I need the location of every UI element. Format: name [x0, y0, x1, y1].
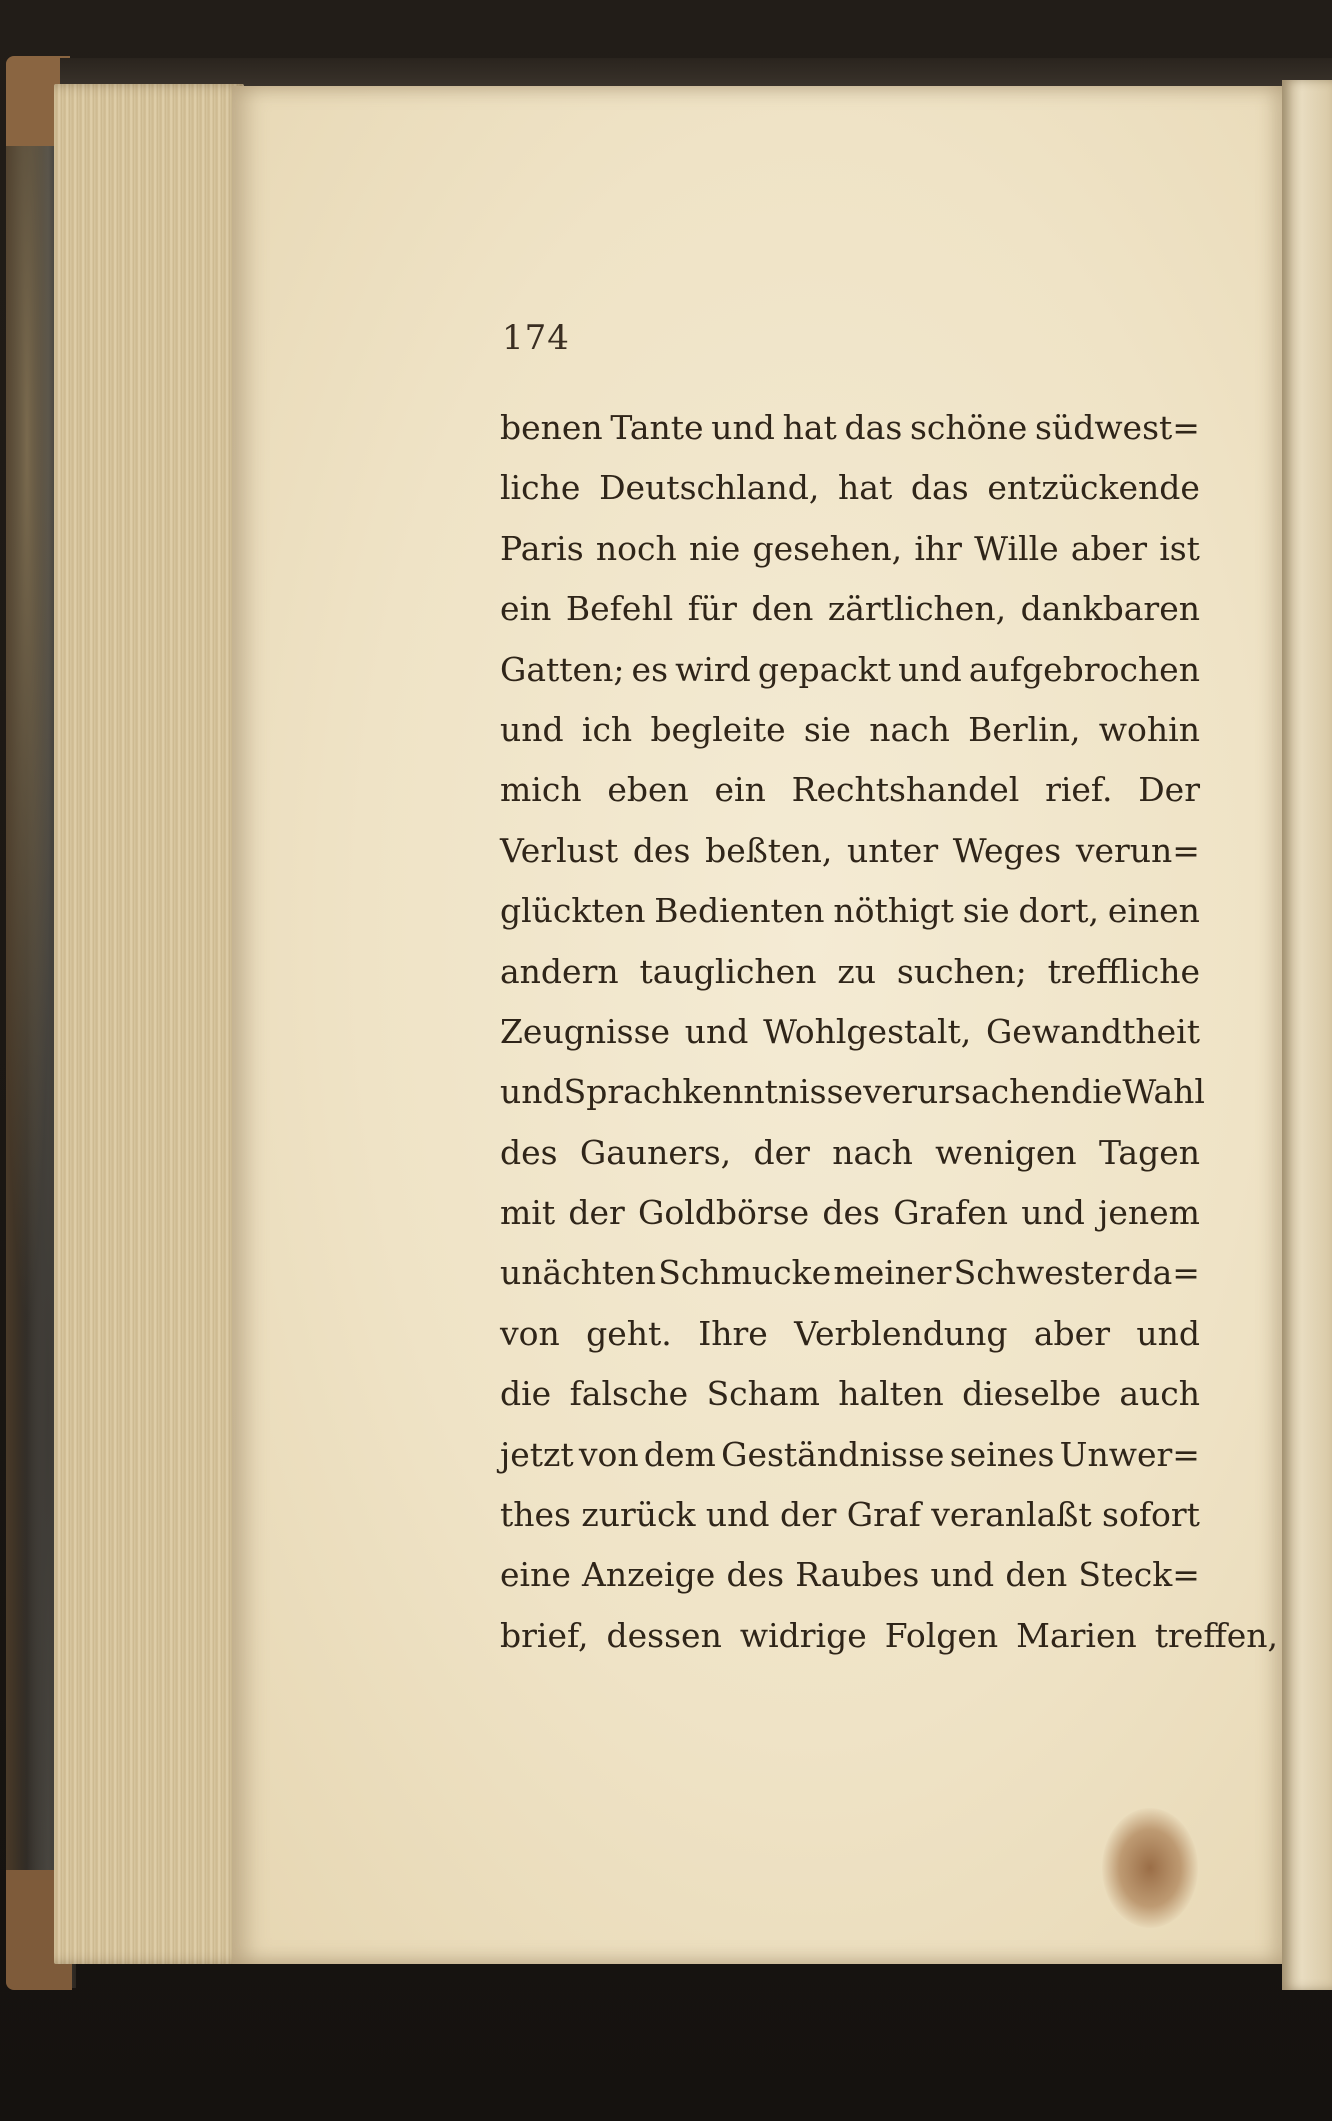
word: Marien [1016, 1615, 1137, 1655]
word: nach [832, 1132, 913, 1172]
text-line [500, 1243, 1200, 1303]
word: rief. [1045, 770, 1113, 810]
word: auch [1119, 1374, 1200, 1414]
word: Wohlgestalt, [763, 1011, 972, 1051]
word: liche [500, 468, 581, 508]
word: dessen [606, 1615, 722, 1655]
text-line [500, 760, 1200, 820]
text-line [500, 1183, 1200, 1243]
word: dankbaren [1020, 589, 1200, 629]
word: geht. [586, 1313, 672, 1353]
word: südwest= [1035, 408, 1200, 447]
text-line [500, 1485, 1200, 1545]
word: aufgebrochen [968, 649, 1200, 689]
word: Befehl [565, 589, 674, 629]
word: thes [500, 1495, 571, 1535]
word: Wille [974, 528, 1059, 568]
word: Zeugnisse [500, 1011, 671, 1051]
word: sie [962, 891, 1010, 931]
text-line [500, 1425, 1200, 1485]
word: verursachen [863, 1072, 1072, 1112]
word: suchen; [896, 951, 1027, 991]
text-line [500, 1545, 1200, 1605]
text-line [500, 1123, 1200, 1183]
word: Schmucke [658, 1253, 832, 1293]
word: den [751, 589, 814, 629]
word: dem [643, 1434, 716, 1474]
word: es [631, 649, 669, 689]
word: unter [847, 830, 939, 870]
word: Paris [500, 528, 584, 568]
page-block-edges [54, 84, 244, 1964]
foxing-stain [1102, 1808, 1198, 1928]
word: des [632, 830, 691, 870]
word: des [500, 1132, 558, 1172]
text-line [500, 640, 1200, 700]
word: Unwer= [1059, 1434, 1200, 1474]
word: und [684, 1011, 749, 1051]
page-text [500, 398, 1279, 1666]
text-line [500, 398, 1200, 458]
word: für [687, 589, 737, 629]
word: nach [869, 709, 950, 749]
word: Folgen [884, 1615, 999, 1655]
word: und [930, 1555, 995, 1595]
word: da= [1131, 1253, 1200, 1293]
word: Wahl [1122, 1072, 1205, 1112]
word: die [500, 1374, 552, 1414]
word: zu [837, 951, 876, 991]
word: hat [838, 468, 893, 508]
word: das [910, 468, 969, 508]
word: jetzt [500, 1434, 574, 1474]
word: zärtlichen, [827, 589, 1007, 629]
word: ist [1159, 528, 1200, 568]
word: der [568, 1193, 625, 1233]
word: Steck= [1078, 1555, 1200, 1595]
word: Bedienten [654, 891, 825, 931]
word: Geständnisse [721, 1434, 945, 1474]
word: und [500, 1072, 564, 1112]
word: tauglichen [639, 951, 817, 991]
word: mich [500, 770, 582, 810]
text-line [500, 458, 1200, 518]
word: halten [838, 1374, 944, 1414]
word: Verlust [500, 830, 619, 870]
word: Verblendung [794, 1313, 1008, 1353]
word: Raubes [795, 1555, 920, 1595]
facing-page-edge [1282, 80, 1332, 1990]
word: Ihre [698, 1313, 768, 1353]
word: meiner [833, 1253, 952, 1293]
text-line [500, 1062, 1205, 1122]
word: begleite [650, 709, 786, 749]
word: ihr [914, 528, 962, 568]
word: widrige [739, 1615, 867, 1655]
text-line [500, 1606, 1279, 1666]
word: treffen, [1154, 1615, 1279, 1655]
word: und [500, 709, 564, 749]
word: Graf [846, 1495, 921, 1535]
word: der [779, 1495, 837, 1535]
word: aber [1033, 1313, 1110, 1353]
word: wird [675, 649, 751, 689]
word: dieselbe [962, 1374, 1101, 1414]
word: Scham [706, 1374, 820, 1414]
word: Deutschland, [599, 468, 820, 508]
word: und [1021, 1193, 1085, 1233]
word: ein [500, 589, 552, 629]
word: Berlin, [968, 709, 1081, 749]
word: beßten, [705, 830, 833, 870]
text-line [500, 881, 1200, 941]
word: andern [500, 951, 619, 991]
word: das [844, 408, 903, 447]
word: und [898, 649, 962, 689]
word: nie [688, 528, 741, 568]
text-line [500, 821, 1200, 881]
word: Anzeige [582, 1555, 716, 1595]
word: sie [803, 709, 851, 749]
word: Gatten; [500, 649, 625, 689]
word: entzückende [987, 468, 1200, 508]
word: jenem [1098, 1193, 1200, 1233]
word: Gauners, [579, 1132, 732, 1172]
word: die [1071, 1072, 1123, 1112]
word: Tagen [1098, 1132, 1200, 1172]
word: mit [500, 1193, 556, 1233]
word: des [822, 1193, 880, 1233]
word: aber [1070, 528, 1147, 568]
word: Gewandtheit [985, 1011, 1200, 1051]
word: hat [782, 408, 837, 447]
word: von [578, 1434, 639, 1474]
word: des [726, 1555, 785, 1595]
word: der [753, 1132, 810, 1172]
word: brief, [500, 1615, 589, 1655]
word: veranlaßt [931, 1495, 1092, 1535]
word: eine [500, 1555, 571, 1595]
word: unächten [500, 1253, 656, 1293]
word: wohin [1098, 709, 1200, 749]
text-line [500, 942, 1200, 1002]
text-line [500, 519, 1200, 579]
word: seines [949, 1434, 1055, 1474]
binding-top [60, 58, 1332, 88]
word: Sprachkenntnisse [563, 1072, 864, 1112]
word: ich [581, 709, 633, 749]
word: Rechtshandel [791, 770, 1020, 810]
word: gepackt [757, 649, 892, 689]
text-line [500, 700, 1200, 760]
word: Weges [952, 830, 1062, 870]
word: eben [607, 770, 689, 810]
word: ein [714, 770, 766, 810]
word: von [500, 1313, 560, 1353]
word: Der [1138, 770, 1200, 810]
word: sofort [1102, 1495, 1200, 1535]
page-number: 174 [502, 318, 570, 358]
word: benen [500, 408, 603, 447]
word: schöne [909, 408, 1028, 447]
word: gesehen, [752, 528, 903, 568]
word: Goldbörse [638, 1193, 810, 1233]
text-line [500, 1364, 1200, 1424]
word: einen [1107, 891, 1200, 931]
word: Grafen [893, 1193, 1009, 1233]
word: nöthigt [833, 891, 954, 931]
word: und [1136, 1313, 1200, 1353]
word: dort, [1018, 891, 1100, 931]
word: verun= [1075, 830, 1200, 870]
word: und [705, 1495, 770, 1535]
word: falsche [569, 1374, 689, 1414]
word: und [711, 408, 775, 447]
word: glückten [500, 891, 646, 931]
word: zurück [581, 1495, 696, 1535]
word: Tante [610, 408, 704, 447]
text-line [500, 579, 1200, 639]
word: noch [595, 528, 677, 568]
word: treffliche [1047, 951, 1200, 991]
word: den [1005, 1555, 1068, 1595]
text-line [500, 1002, 1200, 1062]
text-line [500, 1304, 1200, 1364]
word: Schwester [953, 1253, 1130, 1293]
word: wenigen [935, 1132, 1077, 1172]
